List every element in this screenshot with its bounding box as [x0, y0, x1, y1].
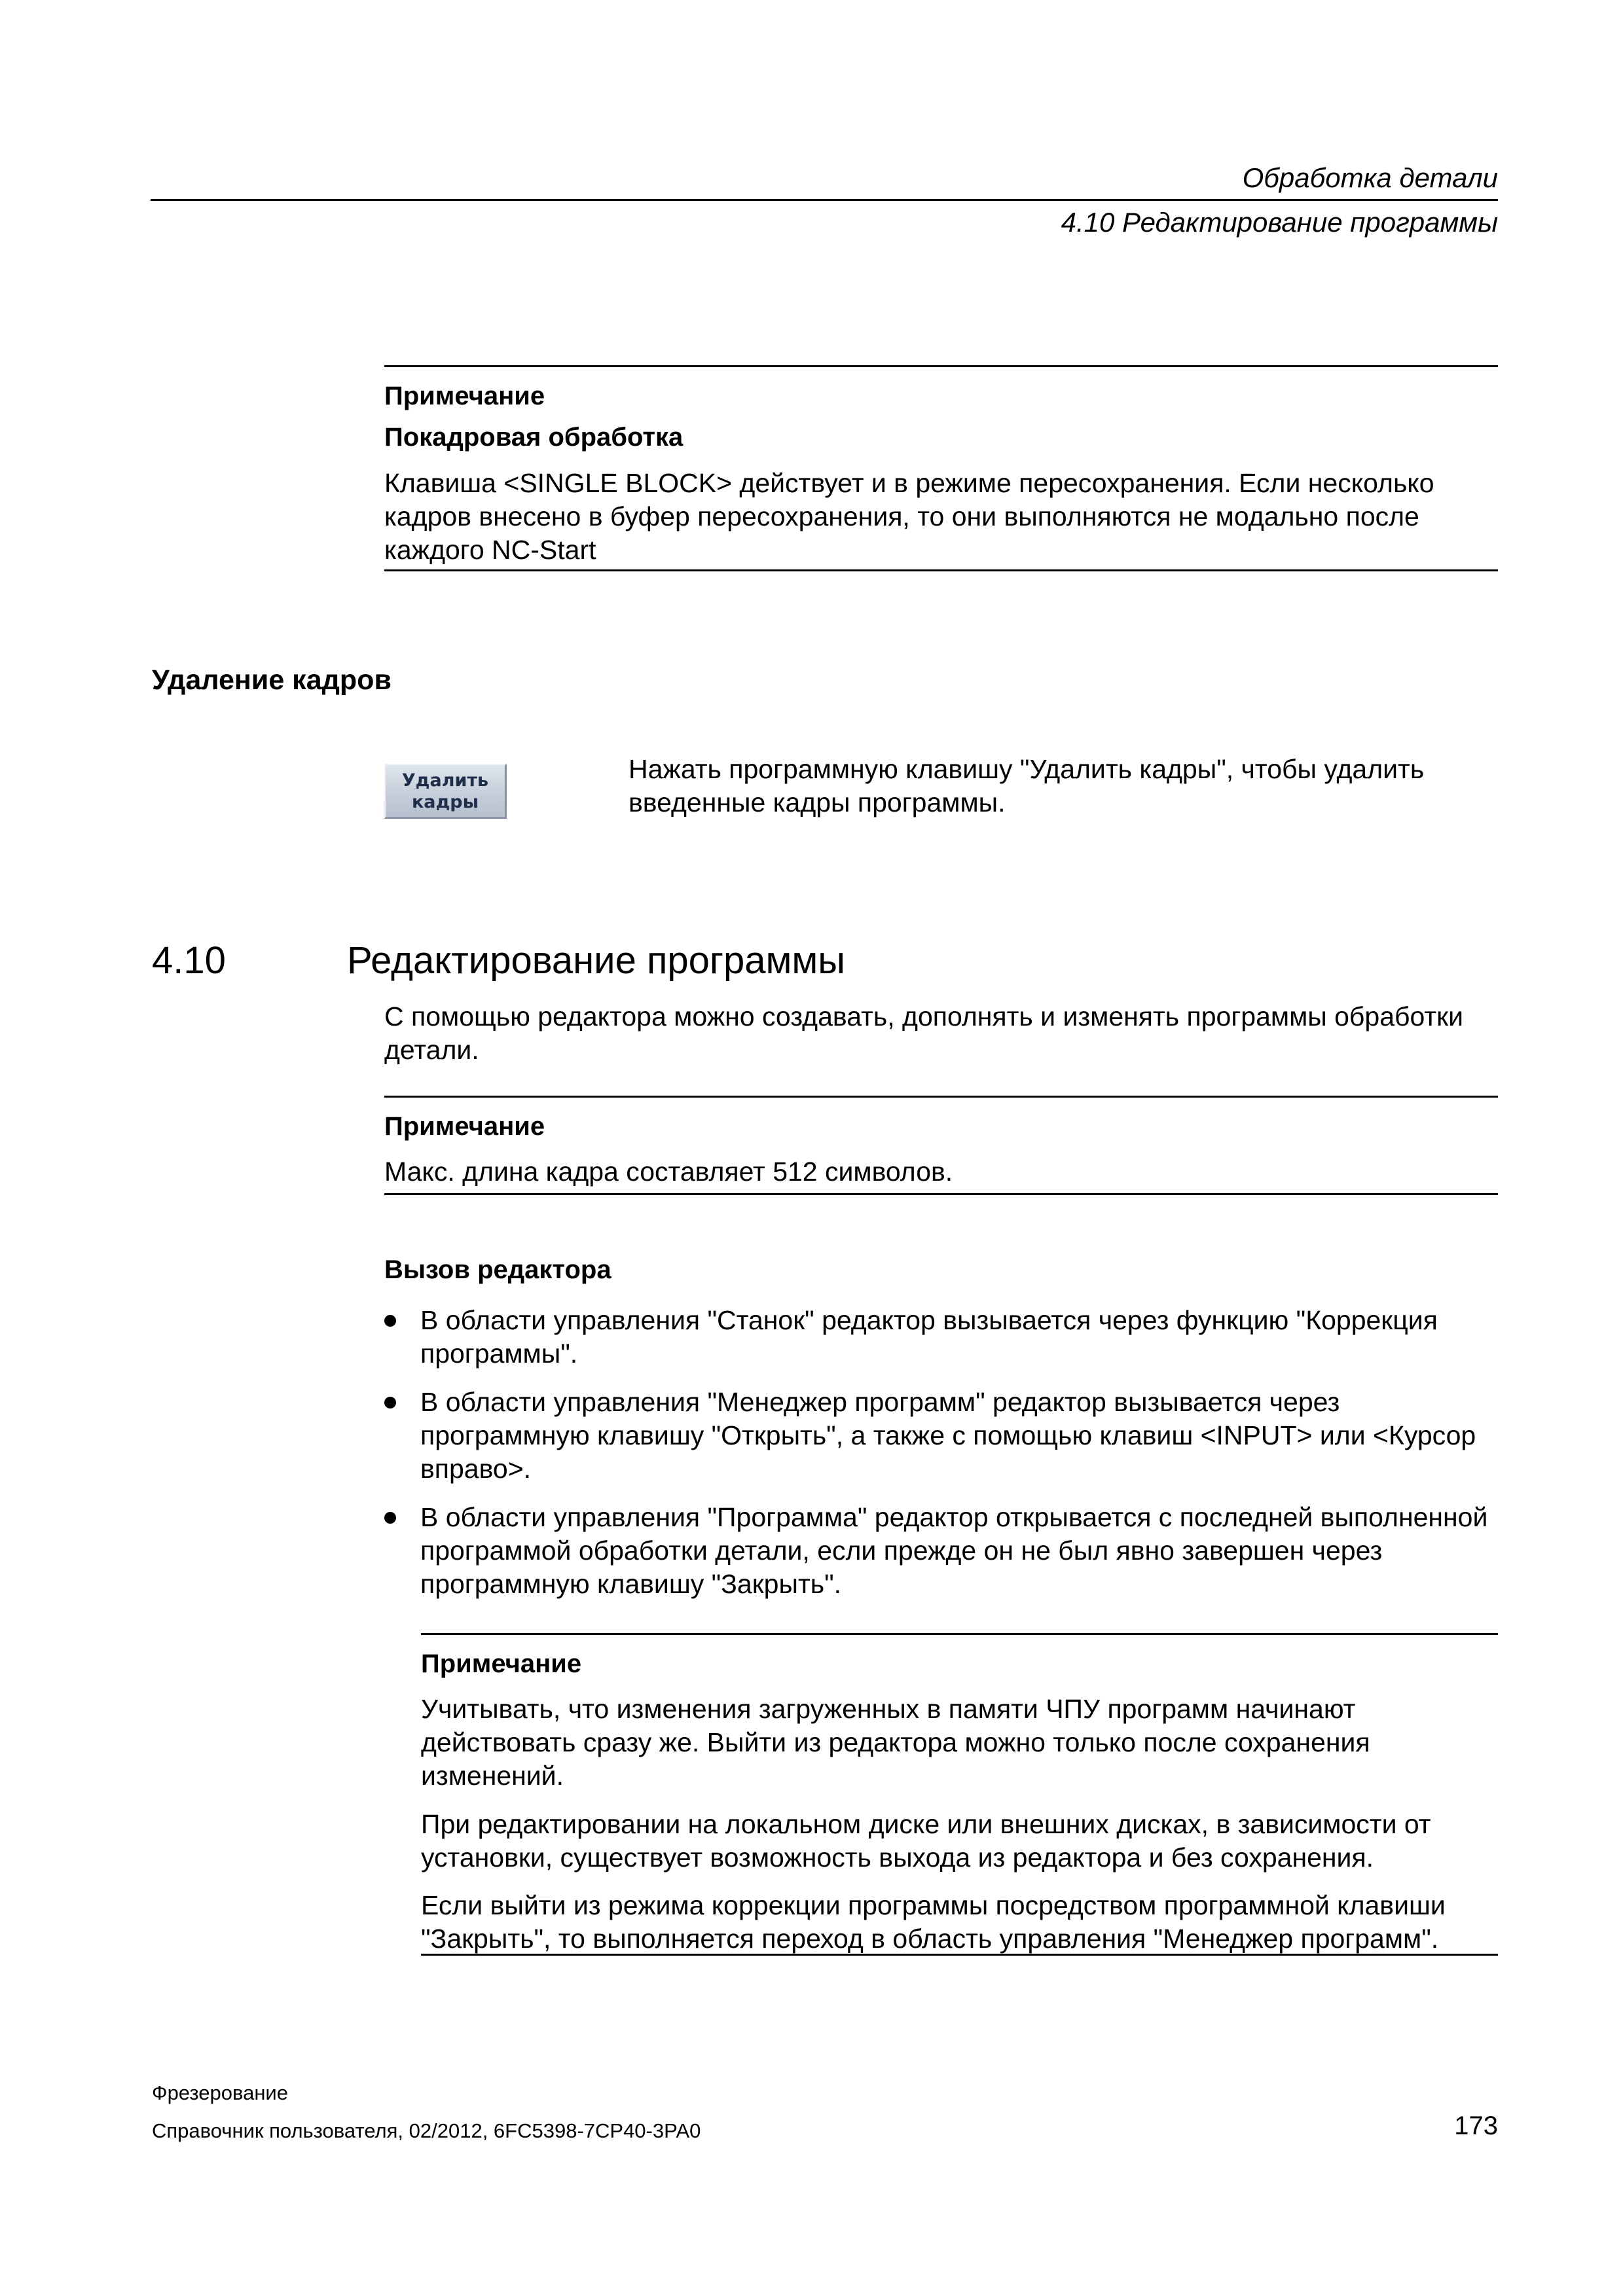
- call-editor-list: [384, 1304, 1497, 1616]
- bullet-dot-icon: [384, 1512, 396, 1524]
- note-paragraph: Учитывать, что изменения загруженных в памяти ЧПУ программ начинают действовать сразу же. Выйти из редактора можно только после сохранения изменений.: [421, 1694, 1370, 1791]
- list-item: В области управления "Программа" редактор открывается с последней выполненной программой обработки детали, если прежде он не был явно завершен через программную клавишу "Закрыть".: [384, 1501, 1497, 1601]
- note-label: Примечание: [384, 382, 545, 410]
- note-box-block-length: [384, 1096, 1498, 1195]
- footer-product: Фрезерование: [152, 2081, 288, 2104]
- softkey-label-line2: кадры: [411, 791, 479, 812]
- header-rule: [151, 199, 1498, 201]
- bullet-dot-icon: [384, 1397, 396, 1408]
- section-title: Редактирование программы: [347, 939, 845, 982]
- heading-call-editor: Вызов редактора: [384, 1255, 611, 1284]
- header-section: 4.10 Редактирование программы: [1061, 207, 1498, 238]
- note-box-editor-changes: [421, 1633, 1498, 1956]
- header-chapter: Обработка детали: [1242, 162, 1498, 193]
- note-text: Клавиша <SINGLE BLOCK> действует и в режиме пересохранения. Если несколько кадров внесено в буфер пересохранения, то они выполняются не модально после каждого NC-Start: [384, 468, 1434, 565]
- footer-manual-info: Справочник пользователя, 02/2012, 6FC5398-7CP40-3PA0: [152, 2119, 701, 2142]
- note-label: Примечание: [384, 1112, 545, 1141]
- delete-blocks-softkey[interactable]: [384, 764, 507, 819]
- note-title: Покадровая обработка: [384, 423, 684, 452]
- section-number: 4.10: [152, 939, 226, 982]
- bullet-dot-icon: [384, 1315, 396, 1327]
- note-text: Макс. длина кадра составляет 512 символов.: [384, 1157, 953, 1187]
- note-box-single-block: [384, 365, 1498, 571]
- note-paragraph: Если выйти из режима коррекции программы посредством программной клавиши "Закрыть", то выполняется переход в область управления "Менеджер программ".: [421, 1890, 1446, 1954]
- delete-blocks-text: Нажать программную клавишу "Удалить кадры", чтобы удалить введенные кадры программы.: [629, 754, 1425, 817]
- softkey-label-line1: Удалить: [401, 770, 489, 791]
- note-label: Примечание: [421, 1649, 582, 1678]
- list-item: В области управления "Менеджер программ" редактор вызывается через программную клавишу "Открыть", а также с помощью клавиш <INPUT> или <Курсор вправо>.: [384, 1386, 1497, 1486]
- note-paragraph: При редактировании на локальном диске или внешних дисках, в зависимости от установки, существует возможность выхода из редактора и без сохранения.: [421, 1809, 1431, 1873]
- list-item: В области управления "Станок" редактор вызывается через функцию "Коррекция программы".: [384, 1304, 1497, 1371]
- page-number: 173: [1454, 2111, 1498, 2140]
- heading-delete-blocks: Удаление кадров: [152, 664, 392, 696]
- section-intro: С помощью редактора можно создавать, дополнять и изменять программы обработки детали.: [384, 1001, 1464, 1065]
